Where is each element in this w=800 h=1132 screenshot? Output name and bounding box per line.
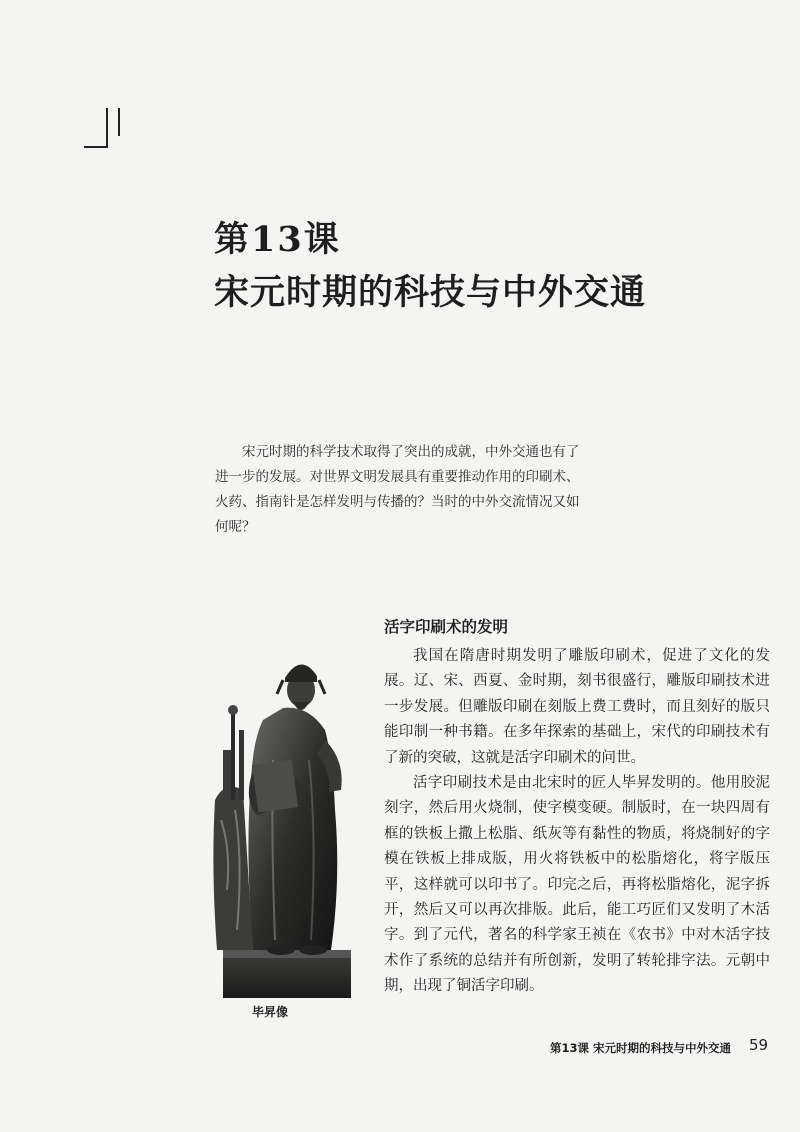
body-paragraph: 我国在隋唐时期发明了雕版印刷术，促进了文化的发展。辽、宋、西夏、金时期，刻书很盛行，雕版印刷技术进一步发展。但雕版印刷在刻版上费工费时，而且刻好的版只能印制一种书籍。在多年探索的基础上，宋代的印刷技术有了新的突破，这就是活字印刷术的问世。 bbox=[384, 648, 770, 766]
crop-mark bbox=[84, 146, 108, 148]
crop-mark bbox=[118, 108, 120, 136]
figure-caption: 毕昇像 bbox=[252, 1005, 289, 1019]
body-paragraph: 活字印刷技术是由北宋时的匠人毕昇发明的。他用胶泥刻字，然后用火烧制，使字模变硬。制版时，在一块四周有框的铁板上撒上松脂、纸灰等有黏性的物质，将烧制好的字模在铁板上排成版，用火将铁板中的松脂熔化，将字版压平，这样就可以印书了。印完之后，再将松脂熔化，泥字拆开，然后又可以再次排版。此后，能工巧匠们又发明了木活字。到了元代，著名的科学家王祯在《农书》中对木活字技术作了系统的总结并有所创新，发明了转轮排字法。元朝中期，出现了铜活字印刷。 bbox=[384, 775, 770, 995]
lesson-title: 宋元时期的科技与中外交通 bbox=[214, 272, 647, 313]
running-head: 第13课 宋元时期的科技与中外交通 bbox=[550, 1041, 732, 1055]
lesson-number: 第13课 bbox=[214, 219, 341, 260]
section-body bbox=[384, 644, 770, 1000]
section-heading: 活字印刷术的发明 bbox=[384, 618, 509, 636]
bi-sheng-statue-image bbox=[213, 650, 363, 1000]
page-number: 59 bbox=[749, 1036, 769, 1054]
crop-mark bbox=[106, 108, 108, 146]
lesson-title-block bbox=[214, 218, 646, 318]
lesson-intro: 宋元时期的科学技术取得了突出的成就，中外交通也有了进一步的发展。对世界文明发展具有重要推动作用的印刷术、火药、指南针是怎样发明与传播的？当时的中外交流情况又如何呢？ bbox=[215, 444, 580, 535]
